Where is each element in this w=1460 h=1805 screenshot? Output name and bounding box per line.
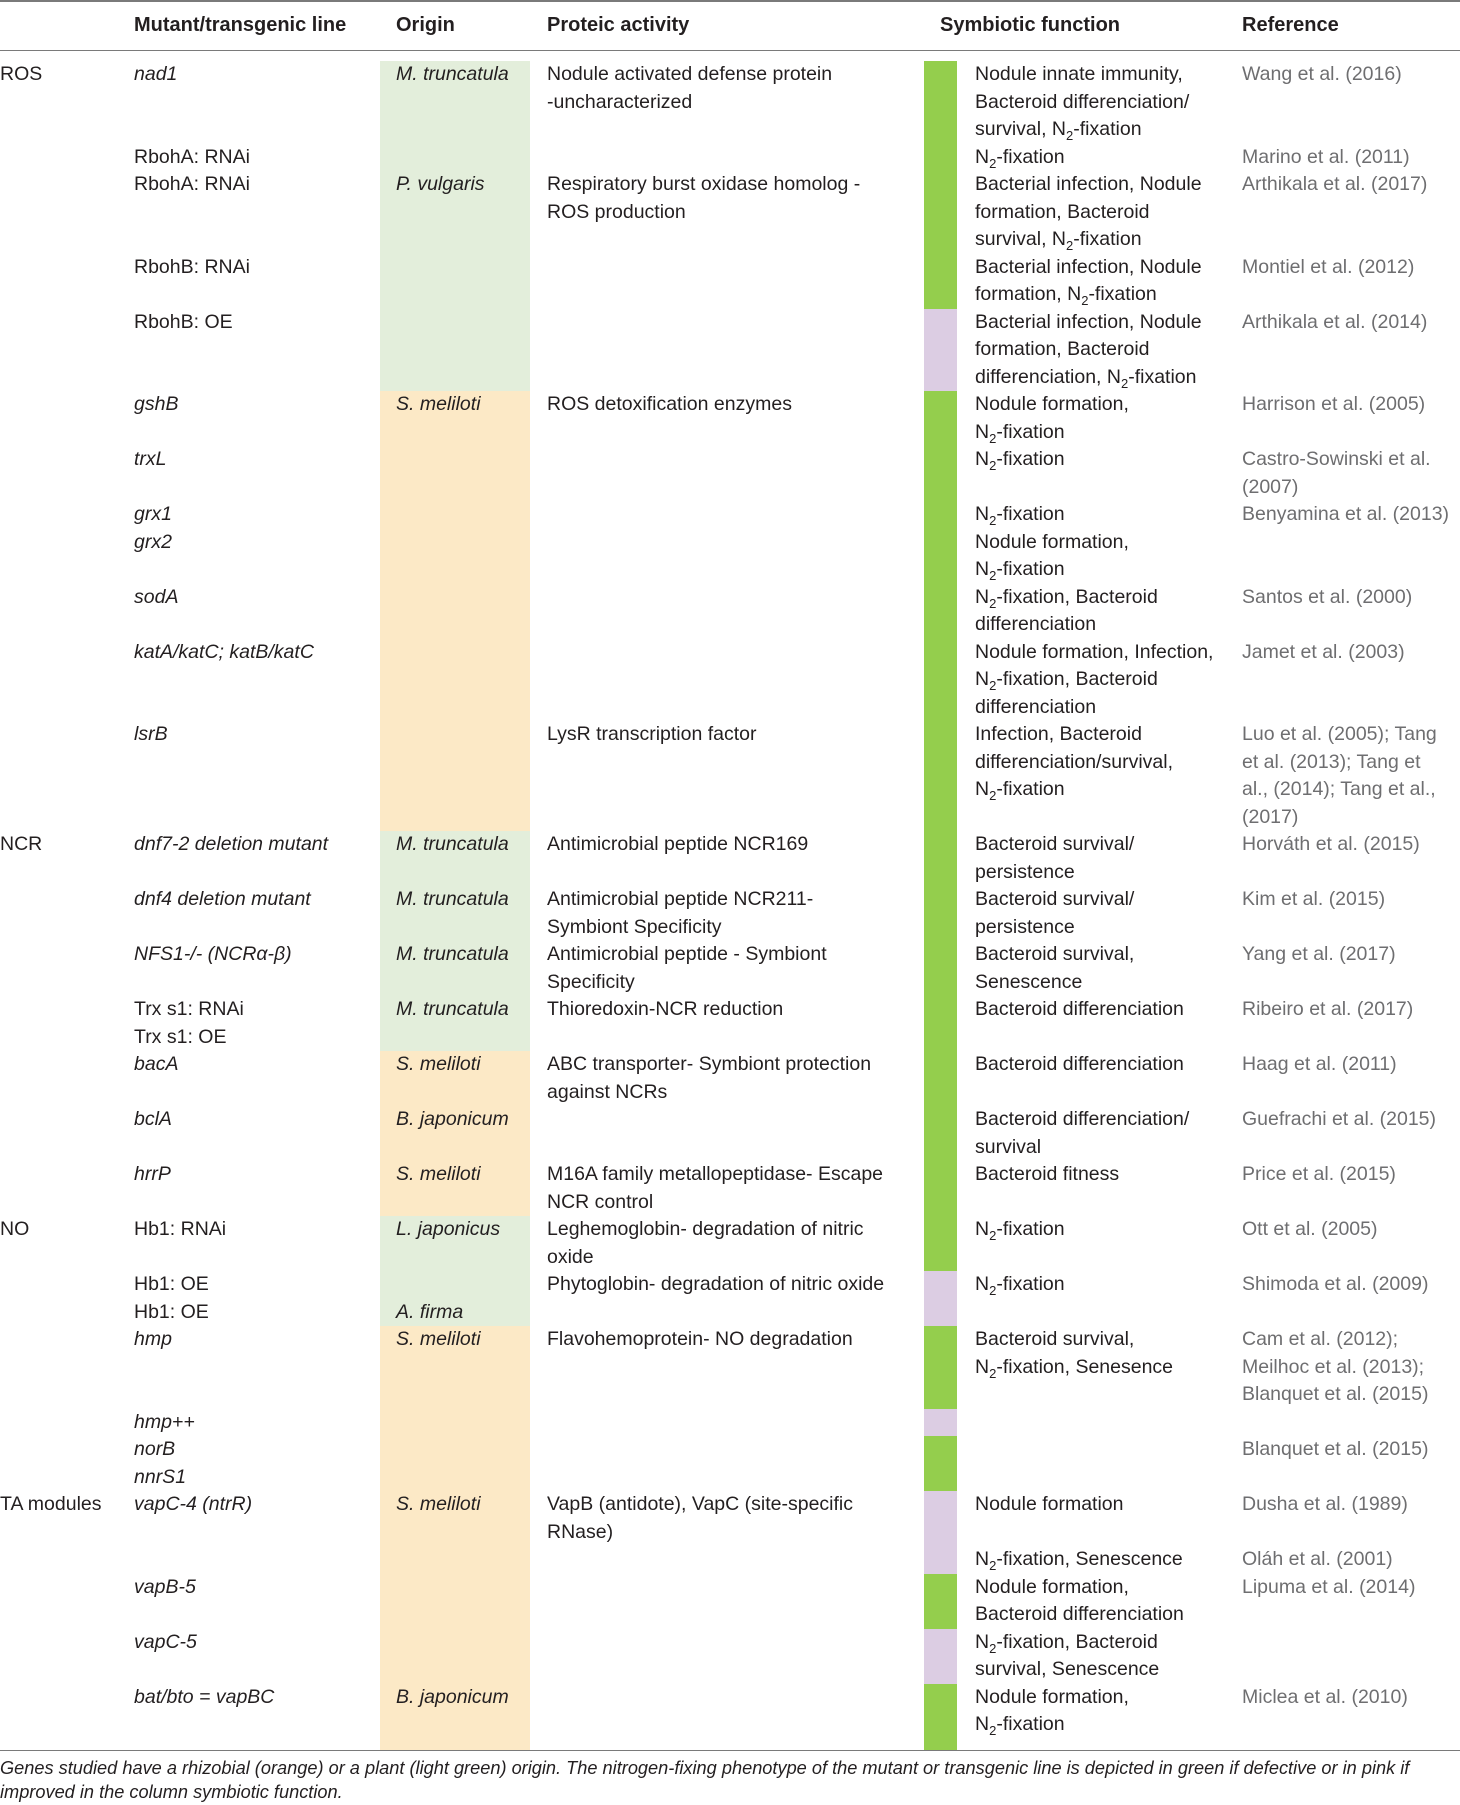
origin-fill [380, 1546, 530, 1574]
symbiotic-function: Nodule formation [975, 1493, 1124, 1515]
phenotype-defective-band [924, 254, 957, 309]
proteic-activity: Specificity [547, 970, 635, 993]
symbiotic-function: $N_2$-fixation [975, 448, 1065, 473]
symbiotic-function: formation, Bacteroid [975, 338, 1150, 360]
symbiotic-function: Bacterial infection, Nodule [975, 173, 1202, 195]
origin-species: B. japonicum [396, 1108, 509, 1130]
header-activity: Proteic activity [547, 14, 690, 36]
origin-species: S. meliloti [396, 393, 481, 415]
symbiotic-function: Bacteroid survival/ [975, 833, 1135, 855]
origin-species: M. truncatula [396, 888, 509, 910]
proteic-activity: Symbiont Specificity [547, 915, 722, 938]
symbiotic-function: $N_2$-fixation [975, 145, 1065, 171]
mutant-line: vapB-5 [134, 1575, 196, 1598]
symbiotic-function: Bacteroid survival, [975, 1328, 1135, 1350]
symbiotic-function: $N_2$-fixation, Bacteroid [975, 585, 1158, 611]
proteic-activity: Thioredoxin-NCR reduction [547, 998, 784, 1020]
phenotype-improved-band [924, 1299, 957, 1327]
table-caption: Genes studied have a rhizobial (orange) or a plant (light green) origin. The nitrogen-fixing phenotype of the mutant or transgenic line is depicted in green if defective or in pink if improved in the column symbiotic function. [0, 1758, 1410, 1802]
symbiotic-function: Bacteroid differenciation/ [975, 1108, 1190, 1130]
symbiotic-function: Bacteroid survival, [975, 943, 1135, 965]
origin-fill [380, 446, 530, 501]
mutant-line: grx2 [134, 530, 172, 553]
category-label: NO [0, 1218, 30, 1240]
symbiotic-function: differenciation, $N_2$-fixation [975, 365, 1197, 391]
symbiotic-function: $N_2$-fixation [975, 420, 1065, 446]
phenotype-defective-band [924, 886, 957, 941]
header-mutant: Mutant/transgenic line [134, 14, 347, 36]
reference: (2007) [1242, 475, 1299, 498]
phenotype-defective-band [924, 529, 957, 584]
proteic-activity: ROS production [547, 200, 686, 223]
reference: Yang et al. (2017) [1242, 943, 1396, 965]
origin-species: S. meliloti [396, 1163, 481, 1185]
phenotype-defective-band [924, 61, 957, 144]
mutant-line: Hb1: RNAi [134, 1218, 227, 1240]
origin-fill [380, 254, 530, 309]
phenotype-defective-band [924, 1161, 957, 1216]
mutant-line: nnrS1 [134, 1465, 187, 1488]
origin-fill [380, 1464, 530, 1492]
symbiotic-function: Bacteroid survival/ [975, 888, 1135, 910]
symbiotic-function: persistence [975, 915, 1075, 938]
symbiotic-function: differenciation [975, 695, 1097, 718]
symbiotic-function: Nodule formation, Infection, [975, 640, 1214, 663]
origin-fill [380, 584, 530, 639]
proteic-activity: Phytoglobin- degradation of nitric oxide [547, 1273, 885, 1295]
symbiotic-function: differenciation/survival, [975, 750, 1173, 773]
mutant-line: lsrB [134, 723, 168, 745]
mutant-line: hmp [134, 1328, 172, 1350]
phenotype-defective-band [924, 391, 957, 446]
reference: Oláh et al. (2001) [1242, 1548, 1393, 1570]
symbiotic-function: survival, $N_2$-fixation [975, 228, 1142, 253]
origin-fill [380, 501, 530, 529]
symbiotic-function: $N_2$-fixation [975, 1713, 1065, 1738]
reference: Santos et al. (2000) [1242, 585, 1413, 608]
mutant-line: gshB [134, 393, 179, 415]
proteic-activity: Respiratory burst oxidase homolog - [547, 173, 861, 195]
reference: (2017) [1242, 805, 1299, 828]
reference: Montiel et al. (2012) [1242, 255, 1415, 278]
mutant-line: Trx s1: RNAi [134, 998, 244, 1020]
symbiotic-function: persistence [975, 860, 1075, 883]
mutant-line: bat/bto = vapBC [134, 1685, 275, 1708]
mutant-line: vapC-4 (ntrR) [134, 1493, 253, 1515]
proteic-activity: Antimicrobial peptide NCR211- [547, 888, 814, 910]
origin-fill [380, 639, 530, 722]
phenotype-defective-band [924, 996, 957, 1024]
reference: Kim et al. (2015) [1242, 888, 1386, 910]
origin-species: P. vulgaris [396, 173, 485, 195]
phenotype-improved-band [924, 1271, 957, 1299]
mutant-line: grx1 [134, 503, 172, 525]
phenotype-defective-band [924, 1436, 957, 1464]
phenotype-defective-band [924, 639, 957, 722]
origin-fill [380, 529, 530, 584]
header-reference: Reference [1242, 14, 1339, 36]
phenotype-defective-band [924, 941, 957, 996]
origin-species: M. truncatula [396, 943, 509, 965]
reference: Wang et al. (2016) [1242, 63, 1402, 85]
symbiotic-function: Nodule formation, [975, 393, 1129, 415]
reference: Harrison et al. (2005) [1242, 393, 1426, 415]
reference: Castro-Sowinski et al. [1242, 448, 1431, 470]
origin-fill [380, 1574, 530, 1629]
category-label: TA modules [0, 1493, 102, 1515]
reference: Meilhoc et al. (2013); [1242, 1355, 1425, 1378]
proteic-activity: RNase) [547, 1520, 614, 1543]
reference: Blanquet et al. (2015) [1242, 1383, 1429, 1405]
mutant-line: RbohB: RNAi [134, 255, 250, 278]
origin-fill [380, 1629, 530, 1684]
mutant-line: katA/katC; katB/katC [134, 640, 314, 663]
top-rule [0, 0, 1460, 2]
mutant-line: Hb1: OE [134, 1300, 209, 1323]
symbiotic-function: Nodule formation, [975, 1685, 1129, 1708]
mutant-line: hrrP [134, 1163, 171, 1185]
mutant-line: bclA [134, 1108, 172, 1130]
symbiotic-function: survival, Senescence [975, 1658, 1160, 1680]
mutant-line: Hb1: OE [134, 1273, 209, 1295]
mutant-line: Trx s1: OE [134, 1025, 227, 1048]
symbiotic-function: formation, Bacteroid [975, 200, 1150, 223]
symbiotic-function: $N_2$-fixation, Bacteroid [975, 1630, 1158, 1656]
mutant-line: trxL [134, 448, 167, 470]
origin-fill [380, 721, 530, 831]
symbiotic-function: $N_2$-fixation [975, 1273, 1065, 1298]
reference: Cam et al. (2012); [1242, 1328, 1399, 1350]
phenotype-defective-band [924, 831, 957, 886]
proteic-activity: VapB (antidote), VapC (site-specific [547, 1493, 853, 1515]
symbiotic-function: Infection, Bacteroid [975, 723, 1142, 745]
phenotype-defective-band [924, 446, 957, 501]
symbiotic-function: Bacteroid differenciation/ [975, 90, 1190, 113]
origin-species: M. truncatula [396, 63, 509, 85]
symbiotic-function: $N_2$-fixation [975, 778, 1065, 803]
phenotype-improved-band [924, 1409, 957, 1437]
mutant-line: hmp++ [134, 1410, 195, 1433]
phenotype-defective-band [924, 501, 957, 529]
symbiotic-function: Senescence [975, 970, 1083, 993]
symbiotic-function: Nodule formation, [975, 530, 1129, 553]
proteic-activity: Antimicrobial peptide - Symbiont [547, 943, 827, 965]
origin-species: L. japonicus [396, 1218, 501, 1240]
proteic-activity: Nodule activated defense protein [547, 63, 833, 85]
origin-fill [380, 309, 530, 392]
symbiotic-function: Bacteroid differenciation [975, 1053, 1184, 1075]
proteic-activity: ROS detoxification enzymes [547, 393, 792, 415]
reference: Arthikala et al. (2017) [1242, 173, 1428, 195]
origin-species: M. truncatula [396, 833, 509, 855]
bottom-rule [0, 1750, 1460, 1751]
proteic-activity: ABC transporter- Symbiont protection [547, 1053, 872, 1075]
proteic-activity: LysR transcription factor [547, 723, 757, 745]
origin-species: M. truncatula [396, 998, 509, 1020]
reference: Dusha et al. (1989) [1242, 1493, 1408, 1515]
mutant-line: norB [134, 1438, 176, 1460]
mutant-line: RbohA: RNAi [134, 173, 250, 195]
proteic-activity: against NCRs [547, 1080, 668, 1103]
symbiotic-function: Nodule innate immunity, [975, 63, 1183, 85]
phenotype-defective-band [924, 721, 957, 831]
symbiotic-function: survival, $N_2$-fixation [975, 118, 1142, 143]
symbiotic-function: differenciation [975, 613, 1097, 635]
reference: Jamet et al. (2003) [1242, 640, 1405, 663]
phenotype-defective-band [924, 584, 957, 639]
origin-species: B. japonicum [396, 1685, 509, 1708]
reference: al., (2014); Tang et al., [1242, 778, 1436, 800]
symbiotic-function: $N_2$-fixation [975, 1218, 1065, 1243]
reference: Haag et al. (2011) [1242, 1053, 1397, 1075]
symbiotic-function: survival [975, 1135, 1042, 1158]
reference: et al. (2013); Tang et [1242, 750, 1421, 773]
proteic-activity: oxide [547, 1245, 594, 1268]
reference: Ott et al. (2005) [1242, 1218, 1378, 1240]
origin-species: S. meliloti [396, 1493, 481, 1515]
phenotype-improved-band [924, 1491, 957, 1546]
symbiotic-function: $N_2$-fixation, Senescence [975, 1548, 1183, 1573]
phenotype-defective-band [924, 1216, 957, 1271]
reference: Price et al. (2015) [1242, 1163, 1396, 1185]
phenotype-defective-band [924, 1106, 957, 1161]
symbiotic-function: Bacterial infection, Nodule [975, 255, 1202, 278]
phenotype-improved-band [924, 1546, 957, 1574]
category-label: ROS [0, 63, 43, 85]
reference: Luo et al. (2005); Tang [1242, 723, 1437, 745]
symbiotic-function: Bacteroid differenciation [975, 998, 1184, 1020]
phenotype-defective-band [924, 1574, 957, 1629]
reference: Miclea et al. (2010) [1242, 1685, 1408, 1708]
phenotype-improved-band [924, 1629, 957, 1684]
phenotype-defective-band [924, 144, 957, 172]
origin-fill [380, 1409, 530, 1437]
phenotype-defective-band [924, 1024, 957, 1052]
mutant-line: NFS1-/- (NCRα-β) [134, 943, 292, 965]
symbiotic-function: Bacterial infection, Nodule [975, 310, 1202, 333]
symbiotic-function: Bacteroid differenciation [975, 1603, 1184, 1625]
proteic-activity: Leghemoglobin- degradation of nitric [547, 1218, 864, 1240]
symbiotic-function: $N_2$-fixation [975, 558, 1065, 583]
origin-fill [380, 1436, 530, 1464]
mutant-line: sodA [134, 585, 179, 608]
reference: Arthikala et al. (2014) [1242, 310, 1428, 333]
symbiotic-function: Nodule formation, [975, 1575, 1129, 1598]
symbiotic-function: $N_2$-fixation [975, 503, 1065, 528]
reference: Horváth et al. (2015) [1242, 833, 1420, 855]
phenotype-defective-band [924, 1051, 957, 1106]
proteic-activity: NCR control [547, 1190, 654, 1213]
reference: Lipuma et al. (2014) [1242, 1575, 1416, 1598]
origin-species: S. meliloti [396, 1328, 481, 1350]
origin-fill [380, 1271, 530, 1299]
origin-species: A. firma [396, 1300, 464, 1323]
phenotype-defective-band [924, 1326, 957, 1409]
reference: Guefrachi et al. (2015) [1242, 1108, 1437, 1130]
mutant-line: vapC-5 [134, 1630, 197, 1653]
proteic-activity: Flavohemoprotein- NO degradation [547, 1328, 853, 1350]
proteic-activity: Antimicrobial peptide NCR169 [547, 833, 809, 855]
phenotype-improved-band [924, 309, 957, 392]
mutant-line: RbohA: RNAi [134, 145, 250, 168]
reference: Benyamina et al. (2013) [1242, 503, 1450, 525]
phenotype-defective-band [924, 171, 957, 254]
mutant-line: dnf4 deletion mutant [134, 888, 311, 910]
reference: Blanquet et al. (2015) [1242, 1438, 1429, 1460]
reference: Shimoda et al. (2009) [1242, 1273, 1429, 1295]
mutant-line: nad1 [134, 63, 178, 85]
reference: Ribeiro et al. (2017) [1242, 998, 1414, 1020]
header-function: Symbiotic function [940, 14, 1120, 36]
symbiotic-function: formation, $N_2$-fixation [975, 283, 1157, 308]
symbiotic-function: $N_2$-fixation, Senesence [975, 1355, 1174, 1381]
symbiotic-function: Bacteroid fitness [975, 1163, 1120, 1185]
phenotype-defective-band [924, 1684, 957, 1751]
proteic-activity: M16A family metallopeptidase- Escape [547, 1163, 884, 1185]
phenotype-defective-band [924, 1464, 957, 1492]
mutant-line: bacA [134, 1053, 179, 1075]
reference: Marino et al. (2011) [1242, 145, 1410, 168]
header-rule [0, 50, 1460, 51]
origin-fill [380, 144, 530, 172]
category-label: NCR [0, 833, 43, 855]
header-origin: Origin [396, 14, 455, 36]
mutant-line: dnf7-2 deletion mutant [134, 833, 329, 855]
origin-fill [380, 1024, 530, 1052]
origin-species: S. meliloti [396, 1053, 481, 1075]
proteic-activity: -uncharacterized [547, 90, 693, 113]
symbiotic-function: $N_2$-fixation, Bacteroid [975, 668, 1158, 693]
mutant-line: RbohB: OE [134, 310, 233, 333]
